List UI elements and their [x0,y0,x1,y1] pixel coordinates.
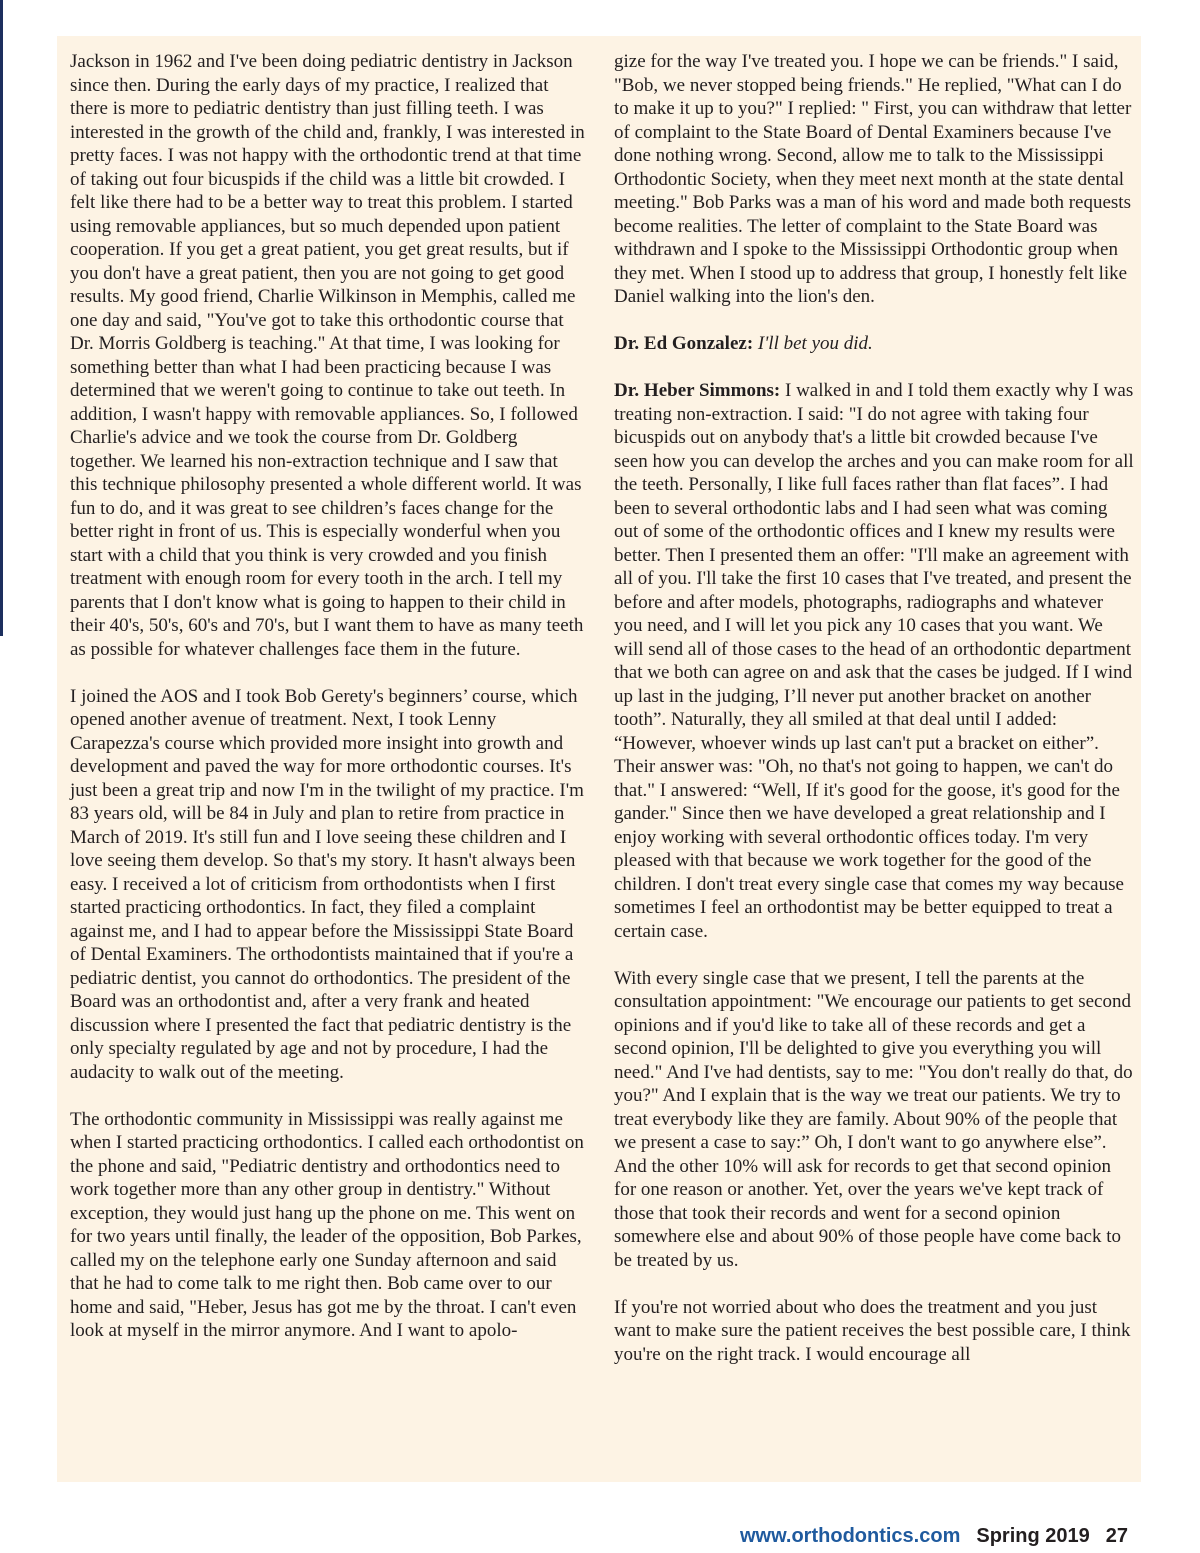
interview-exchange [614,379,1134,943]
left-edge-bar [0,0,3,636]
speaker-name: Dr. Heber Simmons: [614,380,781,401]
speaker-quote: I'll bet you did. [757,333,873,354]
article-paragraph: I joined the AOS and I took Bob Gerety's beginners’ course, which opened another avenue of treatment. Next, I took Lenny Carapezza's course which provided more insight into growth and development and paved the way for more orthodontic courses. It's just been a great trip and now I'm in the twilight of my practice. I'm 83 years old, will be 84 in July and plan to retire from practice in March of 2019. It's still fun and I love seeing these children and I love seeing them develop. So that's my story. It hasn't always been easy. I received a lot of criticism from orthodontists when I first started practicing orthodontics. In fact, they filed a complaint against me, and I had to appear before the Mississippi State Board of Dental Examiners. The orthodontists maintained that if you're a pediatric dentist, you cannot do orthodontics. The president of the Board was an orthodontist and, after a very frank and heated discussion where I presented the fact that pediatric dentistry is the only specialty regulated by age and not by procedure, I had the audacity to walk out of the meeting. [70,685,584,1083]
article-paragraph: Jackson in 1962 and I've been doing pediatric dentistry in Jackson since then. During the early days of my practice, I realized that there is more to pediatric dentistry than just filling teeth. I was interested in the growth of the child and, frankly, I was interested in pretty faces. I was not happy with the orthodontic trend at that time of taking out four bicuspids if the child was a little bit crowded. I felt like there had to be a better way to treat this problem. I started using removable appliances, but so much depended upon patient cooperation. If you get a great patient, you get great results, but if you don't have a great patient, then you are not going to get good results. My good friend, Charlie Wilkinson in Memphis, called me one day and said, "You've got to take this orthodontic course that Dr. Morris Goldberg is teaching." At that time, I was looking for something better than what I had been practicing because I was determined that we weren't going to continue to take out teeth. In addition, I wasn't happy with removable appliances. So, I followed Charlie's advice and we took the course from Dr. Goldberg together. We learned his non-extraction technique and I saw that this technique philosophy presented a whole different world. It was fun to do, and it was great to see children’s faces change for the better right in front of us. This is especially wonderful when you start with a child that you think is very crowded and you finish treatment with enough room for every tooth in the arch. I tell my parents that I don't know what is going to happen to their child in their 40's, 50's, 60's and 70's, but I want them to have as many teeth as possible for whatever challenges face them in the future. [70,51,585,660]
website-link[interactable]: www.orthodontics.com [739,1525,961,1547]
page-footer [740,1525,1128,1548]
issue-label: Spring 2019 [976,1525,1090,1547]
article-paragraph: If you're not worried about who does the treatment and you just want to make sure the patient receives the best possible care, I think you're on the right track. I would encourage all [614,1296,1131,1365]
speaker-name: Dr. Ed Gonzalez: [614,333,754,354]
speaker-response: I walked in and I told them exactly why I was treating non-extraction. I said: "I do not agree with taking four bicuspids out on anybody that's a little bit crowded because I've seen how you can develop the arches and you can make room for all the teeth. Personally, I like full faces rather than flat faces”. I had been to several orthodontic labs and I had seen what was coming out of some of the orthodontic offices and I knew my results were better. Then I presented them an offer: "I'll make an agreement with all of you. I'll take the first 10 cases that I've treated, and present the before and after models, photographs, radiographs and whatever you need, and I will let you pick any 10 cases that you want. We will send all of those cases to the head of an orthodontic department that we both can agree on and ask that the cases be judged. If I wind up last in the judging, I’ll never put another bracket on another tooth”. Naturally, they all smiled at that deal until I added: “However, whoever winds up last can't put a bracket on either”. Their answer was: "Oh, no that's not going to happen, we can't do that." I answered: “Well, If it's good for the goose, it's good for the gander." Since then we have developed a great relationship and I enjoy working with several orthodontic offices today. I'm very pleased with that because we work together for the good of the children. I don't treat every single case that comes my way because sometimes I feel an orthodontist may be better equipped to treat a certain case. [614,380,1134,942]
page-number: 27 [1105,1525,1128,1547]
article-column-right [614,50,1134,1390]
interview-exchange [614,332,1134,356]
article-column-left [70,50,585,1366]
article-paragraph: gize for the way I've treated you. I hope we can be friends." I said, "Bob, we never stopped being friends." He replied, "What can I do to make it up to you?" I replied: " First, you can withdraw that letter of complaint to the State Board of Dental Examiners because I've done nothing wrong. Second, allow me to talk to the Mississippi Orthodontic Society, when they meet next month at the state dental meeting." Bob Parks was a man of his word and made both requests become realities. The letter of complaint to the State Board was withdrawn and I spoke to the Mississippi Orthodontic group when they met. When I stood up to address that group, I honestly felt like Daniel walking into the lion's den. [614,51,1132,307]
article-paragraph: The orthodontic community in Mississippi was really against me when I started practicing orthodontics. I called each orthodontist on the phone and said, "Pediatric dentistry and orthodontics need to work together more than any other group in dentistry." Without exception, they would just hang up the phone on me. This went on for two years until finally, the leader of the opposition, Bob Parkes, called my on the telephone early one Sunday afternoon and said that he had to come talk to me right then. Bob came over to our home and said, "Heber, Jesus has got me by the throat. I can't even look at myself in the mirror anymore. And I want to apolo- [70,1108,584,1341]
article-paragraph: With every single case that we present, I tell the parents at the consultation appointment: "We encourage our patients to get second opinions and if you'd like to take all of these records and get a second opinion, I'll be delighted to give you everything you will need." And I've had dentists, say to me: "You don't really do that, do you?" And I explain that is the way we treat our patients. We try to treat everybody like they are family. About 90% of the people that we present a case to say:” Oh, I don't want to go anywhere else”. And the other 10% will ask for records to get that second opinion for one reason or another. Yet, over the years we've kept track of those that took their records and went for a second opinion somewhere else and about 90% of those people have come back to be treated by us. [614,967,1133,1271]
